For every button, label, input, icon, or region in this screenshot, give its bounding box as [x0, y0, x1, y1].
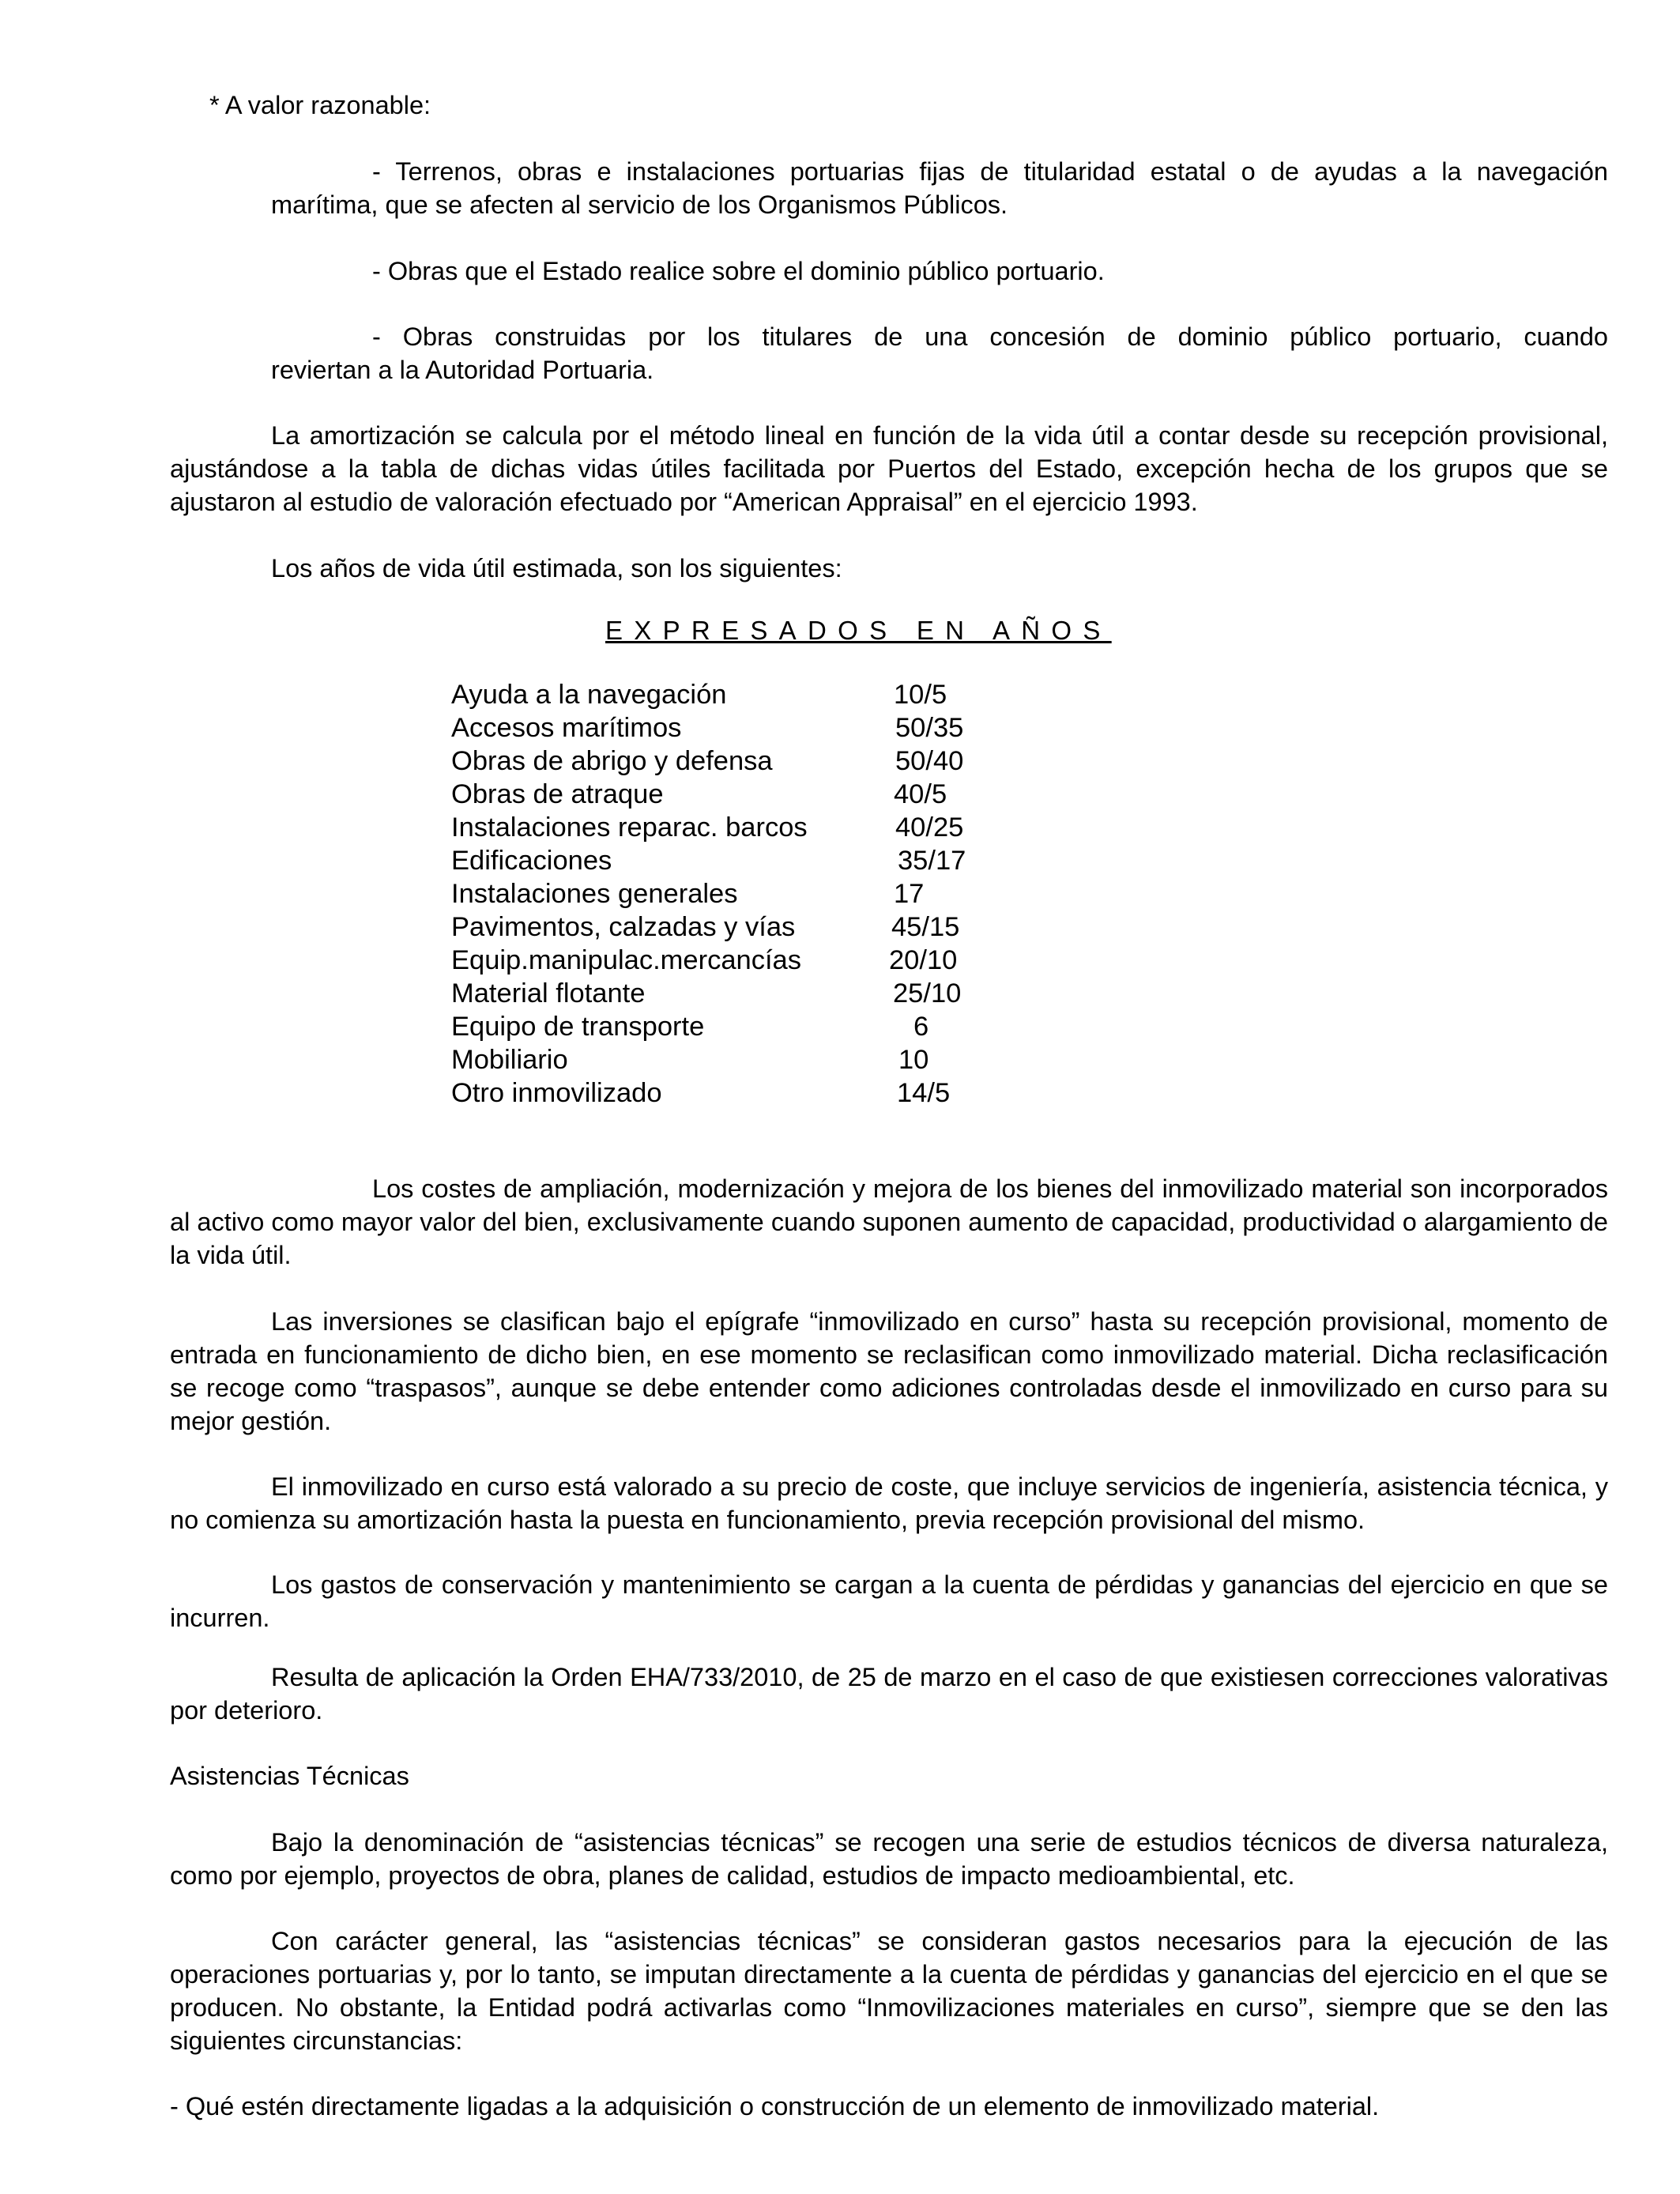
table-row-value: 17 [894, 879, 925, 909]
amortizacion-paragraph: La amortización se calcula por el método lineal en función de la vida útil a contar desde su recepción provisional, ajustándose a la tabla de dichas vidas útiles facilitada por Puertos del Estado, excepción hecha de los grupos que se ajustaron al estudio de valoración efectuado por “American Appraisal” en el ejercicio 1993. [170, 421, 1608, 516]
table-row-label: Obras de abrigo y defensa [451, 746, 773, 776]
list-item-obras-estado: - Obras que el Estado realice sobre el dominio público portuario. [372, 257, 1105, 285]
table-row-value: 35/17 [898, 846, 966, 876]
costes-paragraph: Los costes de ampliación, modernización y mejora de los bienes del inmovilizado material son incorporados al activo como mayor valor del bien, exclusivamente cuando suponen aumento de capacidad, productividad o alargamiento de la vida útil. [170, 1174, 1608, 1269]
table-row-label: Material flotante [451, 978, 646, 1008]
table-row-value: 50/40 [895, 746, 964, 776]
asistencias-paragraph-1: Bajo la denominación de “asistencias técnicas” se recogen una serie de estudios técnicos de diversa naturaleza, como por ejemplo, proyectos de obra, planes de calidad, estudios de impacto medioambiental, etc. [170, 1828, 1608, 1890]
table-row-label: Pavimentos, calzadas y vías [451, 912, 796, 942]
table-row-value: 20/10 [889, 945, 958, 975]
list-item-terrenos-line2: marítima, que se afecten al servicio de los Organismos Públicos. [271, 190, 1008, 219]
valor-razonable-heading: * A valor razonable: [209, 91, 431, 119]
table-row-value: 14/5 [897, 1078, 951, 1108]
table-row-label: Obras de atraque [451, 779, 664, 809]
list-item-obras-concesion-line2: reviertan a la Autoridad Portuaria. [271, 356, 654, 384]
asistencias-heading: Asistencias Técnicas [170, 1762, 409, 1790]
table-heading: EXPRESADOS EN AÑOS [605, 616, 1112, 645]
table-row-value: 40/25 [895, 812, 964, 843]
list-item-obras-concesion [271, 320, 1608, 386]
table-row-value: 50/35 [895, 713, 964, 743]
table-row-label: Instalaciones generales [451, 879, 738, 909]
asistencias-paragraph-2: Con carácter general, las “asistencias técnicas” se consideran gastos necesarios para la ejecución de las operaciones portuarias y, por lo tanto, se imputan directamente a la cuenta de pérdidas y ganancias del ejercicio en el que se producen. No obstante, la Entidad podrá activarlas como “Inmovilizaciones materiales en curso”, siempre que se den las siguientes circunstancias: [170, 1927, 1608, 2055]
table-row-value: 45/15 [891, 912, 960, 942]
table-row-label: Equip.manipulac.mercancías [451, 945, 801, 975]
table-row-label: Edificaciones [451, 846, 612, 876]
table-row-value: 25/10 [893, 978, 962, 1008]
vida-util-intro: Los años de vida útil estimada, son los siguientes: [271, 554, 842, 582]
table-row-value: 40/5 [894, 779, 947, 809]
table-row-value: 10/5 [894, 680, 947, 710]
conservacion-paragraph: Los gastos de conservación y mantenimiento se cargan a la cuenta de pérdidas y ganancias del ejercicio en que se incurren. [170, 1570, 1608, 1632]
table-row-label: Instalaciones reparac. barcos [451, 812, 808, 843]
orden-paragraph: Resulta de aplicación la Orden EHA/733/2010, de 25 de marzo en el caso de que existiesen correcciones valorativas por deterioro. [170, 1663, 1608, 1725]
list-item-terrenos-line1: - Terrenos, obras e instalaciones portuarias fijas de titularidad estatal o de ayudas a la navegación [372, 157, 1608, 186]
table-row-label: Mobiliario [451, 1045, 568, 1075]
asistencias-bullet: - Qué estén directamente ligadas a la adquisición o construcción de un elemento de inmovilizado material. [170, 2092, 1380, 2120]
list-item-obras-concesion-line1: - Obras construidas por los titulares de una concesión de dominio público portuario, cuando [372, 322, 1608, 351]
table-row-value: 6 [913, 1012, 929, 1042]
table-row-label: Ayuda a la navegación [451, 680, 727, 710]
table-row-label: Otro inmovilizado [451, 1078, 662, 1108]
en-curso-paragraph: El inmovilizado en curso está valorado a su precio de coste, que incluye servicios de ingeniería, asistencia técnica, y no comienza su amortización hasta la puesta en funcionamiento, previa recepción provisional del mismo. [170, 1472, 1608, 1534]
table-row-label: Equipo de transporte [451, 1012, 705, 1042]
table-row-label: Accesos marítimos [451, 713, 682, 743]
inversiones-paragraph: Las inversiones se clasifican bajo el epígrafe “inmovilizado en curso” hasta su recepción provisional, momento de entrada en funcionamiento de dicho bien, en ese momento se reclasifican como inmovilizado material. Dicha reclasificación se recoge como “traspasos”, aunque se debe entender como adiciones controladas desde el inmovilizado en curso para su mejor gestión. [170, 1307, 1608, 1435]
list-item-terrenos [271, 155, 1608, 221]
table-row-value: 10 [898, 1045, 929, 1075]
